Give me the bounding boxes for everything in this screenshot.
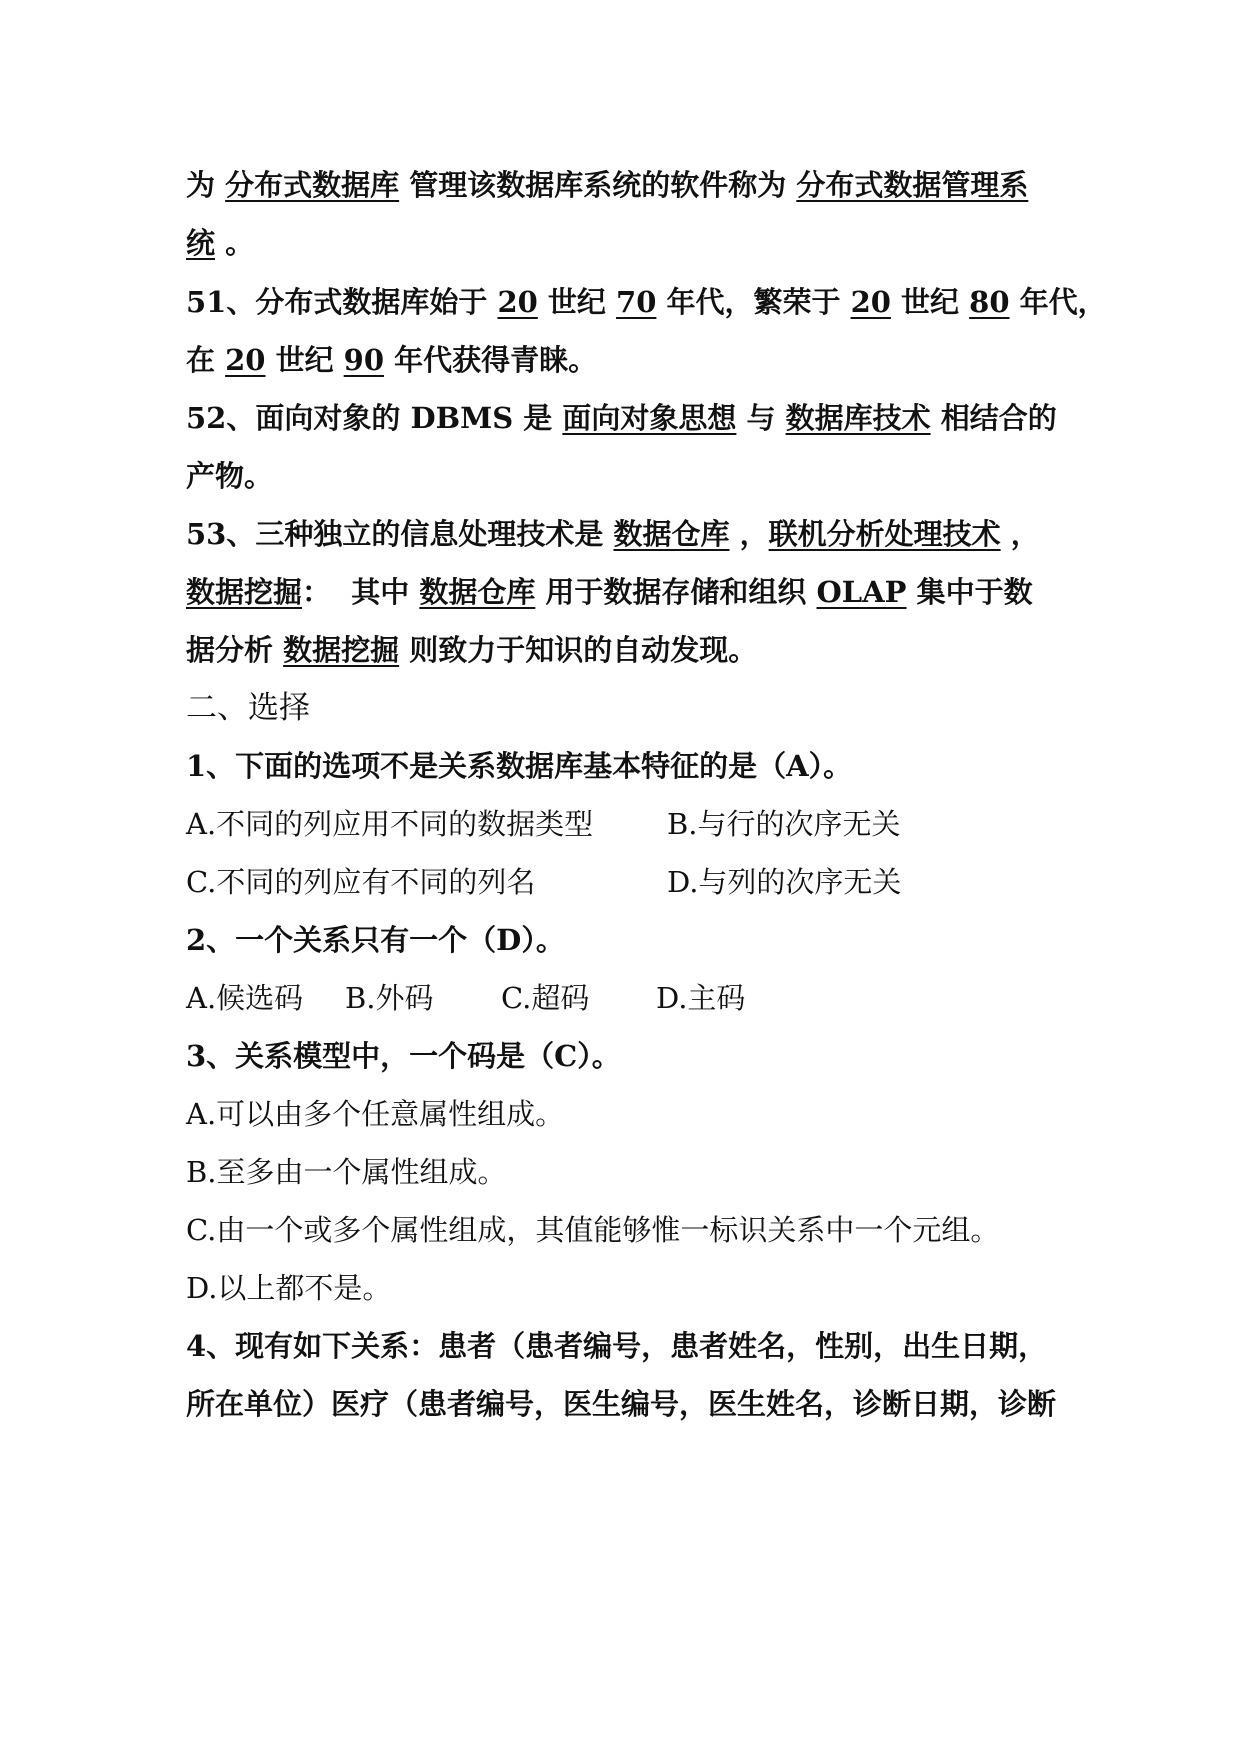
answer-blank: 数据库技术 bbox=[785, 401, 931, 435]
option-a: A.候选码 bbox=[186, 981, 304, 1015]
choice-question-1: 1、下面的选项不是关系数据库基本特征的是（A）。 bbox=[186, 749, 853, 783]
option-b: B.与行的次序无关 bbox=[667, 807, 901, 841]
option-c: C.不同的列应有不同的列名 bbox=[186, 865, 536, 899]
question-53-cont-1: 数据挖掘： 其中 数据仓库 用于数据存储和组织 OLAP 集中于数 bbox=[186, 575, 1033, 609]
answer-blank: 20 bbox=[225, 343, 266, 377]
answer-blank: OLAP bbox=[816, 575, 907, 609]
answer-blank: 分布式数据库 bbox=[225, 168, 400, 202]
question-51-cont: 在 20 世纪 90 年代获得青睐。 bbox=[186, 343, 598, 377]
option-c: C.超码 bbox=[501, 981, 590, 1015]
choice-question-3: 3、关系模型中，一个码是（C）。 bbox=[186, 1039, 621, 1073]
answer-blank: 数据挖掘 bbox=[283, 633, 400, 667]
question-53-cont-2: 据分析 数据挖掘 则致力于知识的自动发现。 bbox=[186, 633, 758, 667]
option-d: D.主码 bbox=[656, 981, 746, 1015]
section-heading-choice: 二、选择 bbox=[186, 690, 310, 726]
choice-3-option-a: A.可以由多个任意属性组成。 bbox=[186, 1097, 565, 1131]
choice-1-options-ab bbox=[186, 804, 901, 844]
choice-3-option-b: B.至多由一个属性组成。 bbox=[186, 1155, 507, 1189]
choice-question-4: 4、现有如下关系：患者（患者编号，患者姓名，性别，出生日期， bbox=[186, 1329, 1048, 1363]
answer-blank: 数据挖掘 bbox=[186, 575, 303, 609]
option-d: D.与列的次序无关 bbox=[667, 865, 902, 899]
fill-line-50-a: 为 分布式数据库 管理该数据库系统的软件称为 分布式数据管理系 bbox=[186, 168, 1029, 202]
option-a: A.不同的列应用不同的数据类型 bbox=[186, 807, 594, 841]
answer-blank: 数据仓库 bbox=[613, 517, 730, 551]
choice-1-options-cd bbox=[186, 862, 902, 902]
answer-blank: 20 bbox=[497, 285, 538, 319]
fill-line-50-b: 统 。 bbox=[186, 226, 255, 260]
choice-2-options bbox=[186, 978, 746, 1018]
answer-blank: 分布式数据管理系 bbox=[796, 168, 1029, 202]
answer-blank: 联机分析处理技术 bbox=[768, 517, 1001, 551]
answer-blank: 统 bbox=[186, 226, 216, 260]
choice-3-option-c: C.由一个或多个属性组成，其值能够惟一标识关系中一个元组。 bbox=[186, 1213, 1000, 1247]
answer-blank: 70 bbox=[616, 285, 657, 319]
answer-blank: 面向对象思想 bbox=[562, 401, 737, 435]
answer-blank: 20 bbox=[850, 285, 891, 319]
answer-blank: 90 bbox=[343, 343, 385, 377]
choice-question-4-cont: 所在单位）医疗（患者编号，医生编号，医生姓名，诊断日期，诊断 bbox=[186, 1387, 1057, 1421]
choice-3-option-d: D.以上都不是。 bbox=[186, 1271, 392, 1305]
answer-blank: 80 bbox=[969, 285, 1010, 319]
option-b: B.外码 bbox=[345, 981, 434, 1015]
question-51: 51、分布式数据库始于 20 世纪 70 年代，繁荣于 20 世纪 80 年代， bbox=[186, 285, 1107, 319]
question-52-cont: 产物。 bbox=[186, 459, 274, 493]
question-53: 53、三种独立的信息处理技术是 数据仓库 ，联机分析处理技术 ， bbox=[186, 517, 1040, 551]
answer-blank: 数据仓库 bbox=[419, 575, 536, 609]
question-52: 52、面向对象的 DBMS 是 面向对象思想 与 数据库技术 相结合的 bbox=[186, 401, 1057, 435]
choice-question-2: 2、一个关系只有一个（D）。 bbox=[186, 923, 565, 957]
